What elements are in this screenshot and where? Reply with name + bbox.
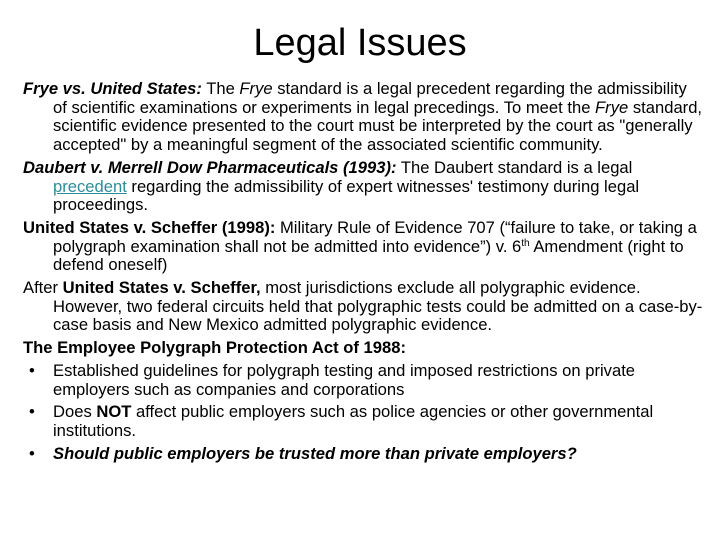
slide-body — [23, 80, 703, 467]
bullet-icon: • — [29, 443, 35, 463]
eppa-heading — [23, 339, 703, 358]
bullet-text-part-1: Does — [53, 402, 97, 422]
bullet-item — [23, 403, 703, 440]
frye-case-name: Frye vs. United States: — [23, 79, 202, 98]
bullet-item — [23, 445, 703, 464]
daubert-case-name: Daubert v. Merrell Dow Pharmaceuticals (1993): — [23, 157, 397, 177]
scheffer-superscript: th — [521, 237, 530, 249]
scheffer-paragraph — [23, 219, 703, 275]
bullet-text-part-2: affect public employers such as police agencies or other governmental institutions. — [53, 402, 654, 440]
bullet-icon: • — [29, 402, 35, 422]
scheffer-text-2: Amendment (right to defend oneself) — [53, 236, 684, 275]
precedent-link[interactable]: precedent — [53, 176, 127, 196]
eppa-bullet-list — [23, 362, 703, 464]
bullet-question: Should public employers be trusted more than private employers? — [53, 443, 577, 463]
eppa-heading-text: The Employee Polygraph Protection Act of 1988: — [23, 338, 406, 358]
frye-text-3: standard, scientific evidence presented to the court must be interpreted by the court as "generally accepted" by a meaningful segment of the associated scientific community. — [53, 97, 703, 155]
frye-paragraph — [23, 80, 703, 155]
frye-name-1: Frye — [239, 79, 273, 98]
daubert-text-2: regarding the admissibility of expert witnesses' testimony during legal proceedings. — [53, 176, 640, 215]
daubert-text-1: The Daubert standard is a legal — [396, 157, 633, 177]
bullet-text: Established guidelines for polygraph testing and imposed restrictions on private employers such as companies and corporations — [53, 360, 636, 399]
slide-title: Legal Issues — [253, 22, 467, 64]
scheffer-text-1: Military Rule of Evidence 707 (“failure to take, or taking a polygraph examination shall not be admitted into evidence”) v. 6 — [53, 217, 697, 256]
frye-text-1: The — [201, 79, 240, 98]
frye-text-2: standard is a legal precedent regarding the admissibility of scientific examinations or experiments in legal precedings. To meet the — [53, 79, 687, 117]
after-case-name: United States v. Scheffer, — [62, 278, 261, 298]
bullet-item — [23, 362, 703, 399]
after-scheffer-paragraph — [23, 279, 703, 335]
bullet-emphasis-not: NOT — [96, 402, 132, 422]
frye-name-2: Frye — [595, 97, 629, 117]
after-text-1: After — [23, 278, 63, 298]
after-text-2: most jurisdictions exclude all polygraphic evidence. However, two federal circuits held that polygraphic tests could be admitted on a case-by-case basis and New Mexico admitted polygraphic evidence. — [53, 278, 703, 335]
daubert-paragraph — [23, 159, 703, 215]
scheffer-case-name: United States v. Scheffer (1998): — [23, 217, 276, 237]
bullet-icon: • — [29, 360, 35, 380]
